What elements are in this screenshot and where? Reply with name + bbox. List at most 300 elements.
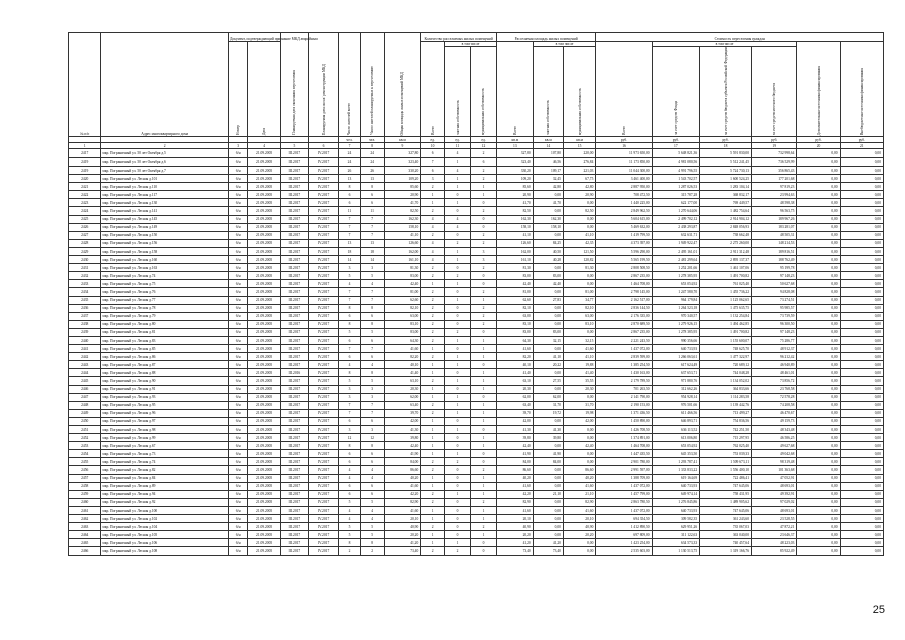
table-cell: 6 xyxy=(360,191,384,199)
table-cell: III.2017 xyxy=(280,498,308,506)
table-cell: 21.09.2005 xyxy=(248,539,280,547)
table-cell: 18 xyxy=(339,247,361,255)
table-cell: 2 836 144,50 xyxy=(596,304,652,312)
table-cell: 1 xyxy=(421,442,445,450)
table-cell: IV.2017 xyxy=(308,490,338,498)
column-number-cell: 12 xyxy=(470,143,496,149)
table-cell: 0,00 xyxy=(563,393,595,401)
table-cell: 2450 xyxy=(69,417,101,425)
table-cell: III.2017 xyxy=(280,523,308,531)
table-cell: 42,00 xyxy=(384,417,421,425)
table-cell: 0 xyxy=(445,304,471,312)
table-cell: 2448 xyxy=(69,401,101,409)
table-cell: 27,83 xyxy=(533,296,563,304)
table-cell: 2 141 790,00 xyxy=(596,393,652,401)
table-cell: б/н xyxy=(228,239,247,247)
table-row xyxy=(69,490,884,498)
table-cell: 1 xyxy=(470,434,496,442)
table-cell: 1 xyxy=(470,482,496,490)
table-cell: 1 437 072,00 xyxy=(596,482,652,490)
table-cell: IV.2017 xyxy=(308,158,338,167)
table-row xyxy=(69,506,884,514)
table-cell: 0,00 xyxy=(797,401,840,409)
table-cell: 2 xyxy=(421,409,445,417)
table-row xyxy=(69,239,884,247)
table-cell: 21.09.2005 xyxy=(248,490,280,498)
table-cell: 5 xyxy=(339,523,361,531)
table-cell: 2 xyxy=(470,149,496,158)
table-cell: 1 xyxy=(470,336,496,344)
address-cell: мкр. Пограничный ул. Лесная д.163 xyxy=(101,264,229,272)
table-cell: 0,00 xyxy=(563,223,595,231)
table-cell: 161,10 xyxy=(496,256,533,264)
table-cell: 0,00 xyxy=(533,442,563,450)
table-row xyxy=(69,442,884,450)
table-cell: 3 xyxy=(421,175,445,183)
table-cell: 11 xyxy=(339,207,361,215)
table-cell: 2 xyxy=(421,320,445,328)
table-cell: III.2017 xyxy=(280,434,308,442)
table-cell: 2 991 597,00 xyxy=(596,466,652,474)
table-cell: 41,60 xyxy=(563,482,595,490)
table-cell: 2 xyxy=(421,523,445,531)
table-cell: 0,00 xyxy=(797,280,840,288)
table-cell: 1 xyxy=(421,434,445,442)
table-cell: 41,10 xyxy=(563,353,595,361)
table-cell: 2 849 962,50 xyxy=(596,207,652,215)
table-cell: 40,20 xyxy=(384,474,421,482)
table-cell: 2 xyxy=(421,312,445,320)
table-cell: 95 199,78 xyxy=(752,264,797,272)
table-cell: 8 xyxy=(360,369,384,377)
table-cell: 49 042,68 xyxy=(752,450,797,458)
table-cell: 0,00 xyxy=(797,239,840,247)
table-cell: 2 xyxy=(445,239,471,247)
table-cell: IV.2017 xyxy=(308,426,338,434)
table-cell: 0,00 xyxy=(840,280,883,288)
table-cell: IV.2017 xyxy=(308,280,338,288)
address-cell: мкр. Пограничный ул. Лесная д.141 xyxy=(101,207,229,215)
table-cell: 6 xyxy=(339,417,361,425)
table-cell: 0,00 xyxy=(797,458,840,466)
unit-cell: руб. xyxy=(596,137,652,143)
table-cell: 5 565 199,50 xyxy=(596,256,652,264)
table-cell: 2429 xyxy=(69,247,101,255)
table-cell: 1 279 926,15 xyxy=(652,320,700,328)
table-cell: 13 xyxy=(339,239,361,247)
table-cell: IV.2017 xyxy=(308,256,338,264)
table-cell: 49 159,73 xyxy=(752,417,797,425)
table-cell: 4 xyxy=(445,215,471,223)
table-cell: 0,00 xyxy=(840,158,883,167)
table-row xyxy=(69,167,884,175)
table-cell: 327,80 xyxy=(384,149,421,158)
table-cell: 4 xyxy=(360,466,384,474)
table-cell: 1 130 513,75 xyxy=(652,547,700,555)
table-cell: 738 662,48 xyxy=(700,231,752,239)
table-cell: 2 xyxy=(421,547,445,555)
table-cell: 97 148,23 xyxy=(752,272,797,280)
header-cost-fund: за счет средств Фонда xyxy=(673,101,678,136)
table-cell: 8 xyxy=(360,442,384,450)
table-cell: 0 xyxy=(445,231,471,239)
table-cell: 73 274,51 xyxy=(752,296,797,304)
column-number-cell: 8 xyxy=(360,143,384,149)
table-cell: 6 xyxy=(339,199,361,207)
table-cell: 40,10 xyxy=(384,361,421,369)
table-cell: 21.09.2005 xyxy=(248,312,280,320)
table-cell: 2 438 293,87 xyxy=(652,223,700,231)
table-cell: III.2017 xyxy=(280,466,308,474)
table-cell: 7 xyxy=(339,401,361,409)
table-cell: б/н xyxy=(228,506,247,514)
table-row xyxy=(69,158,884,167)
table-cell: IV.2017 xyxy=(308,231,338,239)
table-cell: 21.09.2005 xyxy=(248,531,280,539)
table-cell: 0 xyxy=(445,345,471,353)
header-residents-total: Число жителей всего xyxy=(347,102,352,136)
table-cell: 1 600 524,25 xyxy=(700,175,752,183)
table-cell: 63,40 xyxy=(496,401,533,409)
table-cell: III.2017 xyxy=(280,288,308,296)
table-cell: 41,30 xyxy=(533,426,563,434)
table-row xyxy=(69,369,884,377)
table-cell: 0,00 xyxy=(797,539,840,547)
table-cell: 6 xyxy=(360,312,384,320)
table-cell: IV.2017 xyxy=(308,369,338,377)
address-cell: мкр. Пограничный ул. Лесная д.97 xyxy=(101,417,229,425)
table-cell: 0,00 xyxy=(533,515,563,523)
table-cell: 1 139 442,76 xyxy=(700,401,752,409)
address-cell: мкр. Пограничный ул. 50 лет Октября д.5 xyxy=(101,149,229,158)
table-cell: 46 940,89 xyxy=(752,361,797,369)
table-cell: 177 201,68 xyxy=(752,175,797,183)
table-cell: 1 xyxy=(445,199,471,207)
table-cell: IV.2017 xyxy=(308,312,338,320)
address-cell: мкр. Пограничный ул. Лесная д.85 xyxy=(101,345,229,353)
table-cell: 2449 xyxy=(69,409,101,417)
table-cell: 0 xyxy=(445,515,471,523)
table-row xyxy=(69,401,884,409)
table-cell: 41,70 xyxy=(533,199,563,207)
table-cell: б/н xyxy=(228,369,247,377)
table-cell: 0 xyxy=(470,215,496,223)
table-cell: IV.2017 xyxy=(308,482,338,490)
table-cell: 740 457,64 xyxy=(700,539,752,547)
table-cell: б/н xyxy=(228,482,247,490)
table-cell: 0,00 xyxy=(797,215,840,223)
table-cell: 4 xyxy=(421,256,445,264)
table-cell: 0,00 xyxy=(840,312,883,320)
table-cell: 5 xyxy=(360,523,384,531)
table-cell: III.2017 xyxy=(280,272,308,280)
table-cell: 21.09.2005 xyxy=(248,175,280,183)
table-cell: 21.09.2005 xyxy=(248,417,280,425)
table-cell: 41,10 xyxy=(563,231,595,239)
table-cell: 1 333 833,22 xyxy=(652,466,700,474)
table-cell: 276,84 xyxy=(563,158,595,167)
table-cell: 96 300,50 xyxy=(752,320,797,328)
table-cell: 0,00 xyxy=(840,149,883,158)
table-cell: 697 809,00 xyxy=(596,531,652,539)
table-cell: III.2017 xyxy=(280,458,308,466)
table-cell: 2453 xyxy=(69,442,101,450)
table-cell: 7 xyxy=(339,288,361,296)
table-cell: 312 662,26 xyxy=(652,385,700,393)
table-cell: III.2017 xyxy=(280,442,308,450)
table-cell: 0,00 xyxy=(533,369,563,377)
table-row xyxy=(69,426,884,434)
table-cell: 109,20 xyxy=(384,175,421,183)
table-cell: 0,00 xyxy=(840,167,883,175)
table-cell: 26 xyxy=(339,167,361,175)
table-cell: 0,00 xyxy=(533,288,563,296)
table-cell: 8 xyxy=(360,539,384,547)
table-cell: 73,40 xyxy=(533,547,563,555)
table-cell: 1 xyxy=(470,191,496,199)
table-cell: 0,00 xyxy=(840,458,883,466)
table-cell: 188 762,49 xyxy=(752,256,797,264)
table-cell: III.2017 xyxy=(280,353,308,361)
table-cell: 2464 xyxy=(69,531,101,539)
table-cell: IV.2017 xyxy=(308,393,338,401)
table-cell: 41,30 xyxy=(384,426,421,434)
table-cell: 713 499,27 xyxy=(700,409,752,417)
table-cell: 2456 xyxy=(69,466,101,474)
table-cell: 82,90 xyxy=(496,498,533,506)
table-cell: 24 xyxy=(360,149,384,158)
table-cell: 63,00 xyxy=(384,312,421,320)
table-cell: 6 xyxy=(360,353,384,361)
table-cell: 0 xyxy=(445,191,471,199)
table-cell: 619 164,69 xyxy=(652,474,700,482)
table-cell: 20,30 xyxy=(563,385,595,393)
table-cell: 2459 xyxy=(69,490,101,498)
header-planned-demolition: Планируемая дата сноса/ реконструкции МКД xyxy=(321,63,326,136)
address-cell: мкр. Пограничный ул. Лесная д.67 xyxy=(101,442,229,450)
table-cell: III.2017 xyxy=(280,385,308,393)
table-cell: 21.09.2005 xyxy=(248,361,280,369)
table-cell: 41,60 xyxy=(496,482,533,490)
header-col-num: № п/п xyxy=(69,33,101,137)
table-cell: 970 340,57 xyxy=(652,312,700,320)
table-cell: 1 xyxy=(445,175,471,183)
table-cell: 6 xyxy=(339,312,361,320)
table-cell: 1 xyxy=(445,183,471,191)
table-cell: 2425 xyxy=(69,215,101,223)
table-cell: 4 xyxy=(445,223,471,231)
table-cell: 2417 xyxy=(69,149,101,158)
table-cell: 82,20 xyxy=(496,353,533,361)
table-cell: 4 xyxy=(421,223,445,231)
table-cell: б/н xyxy=(228,158,247,167)
table-cell: 83,10 xyxy=(496,320,533,328)
table-cell: 0,00 xyxy=(797,256,840,264)
table-cell: 1 xyxy=(445,490,471,498)
table-cell: 12 xyxy=(339,434,361,442)
table-cell: 2 xyxy=(445,328,471,336)
table-cell: III.2017 xyxy=(280,393,308,401)
table-cell: 5 xyxy=(360,328,384,336)
table-cell: 5 xyxy=(360,377,384,385)
table-row xyxy=(69,191,884,199)
table-cell: 2 870 689,50 xyxy=(596,320,652,328)
table-cell: 42,80 xyxy=(563,183,595,191)
table-cell: 7 xyxy=(360,223,384,231)
table-cell: 82,10 xyxy=(563,304,595,312)
table-row xyxy=(69,272,884,280)
table-cell: IV.2017 xyxy=(308,361,338,369)
table-cell: 101 363,68 xyxy=(752,466,797,474)
header-area-incl: в том числе xyxy=(533,42,596,47)
table-cell: 7 xyxy=(421,158,445,167)
table-cell: 0,00 xyxy=(533,523,563,531)
table-cell: 6 xyxy=(339,450,361,458)
address-cell: мкр. Пограничный ул. Лесная д.106 xyxy=(101,539,229,547)
table-cell: 0,00 xyxy=(533,506,563,514)
table-cell: 1 278 385,95 xyxy=(652,272,700,280)
table-cell: 0,00 xyxy=(840,353,883,361)
table-cell: IV.2017 xyxy=(308,401,338,409)
table-cell: 13 xyxy=(360,239,384,247)
table-cell: 636 113,52 xyxy=(652,426,700,434)
header-doc-number: Номер xyxy=(236,125,241,136)
table-cell: б/н xyxy=(228,498,247,506)
table-cell: 0 xyxy=(445,466,471,474)
table-cell: 0,00 xyxy=(840,336,883,344)
table-cell: 73,40 xyxy=(384,547,421,555)
table-cell: 14 xyxy=(339,256,361,264)
address-cell: мкр. Пограничный ул. Лесная д.77 xyxy=(101,296,229,304)
table-row xyxy=(69,256,884,264)
table-cell: 6 xyxy=(339,336,361,344)
table-cell: 1 155 600,07 xyxy=(700,336,752,344)
table-cell: 158,10 xyxy=(384,223,421,231)
column-number-cell: 11 xyxy=(445,143,471,149)
table-cell: 0 xyxy=(445,207,471,215)
table-cell: 19,72 xyxy=(533,409,563,417)
table-cell: 20,30 xyxy=(384,385,421,393)
table-cell: 21.09.2005 xyxy=(248,158,280,167)
table-cell: 2 xyxy=(470,498,496,506)
table-cell: 1 252 201,66 xyxy=(652,264,700,272)
table-cell: 2 xyxy=(421,183,445,191)
table-cell: 2426 xyxy=(69,223,101,231)
table-cell: 5 xyxy=(339,328,361,336)
table-cell: 158,10 xyxy=(533,223,563,231)
table-cell: 7 xyxy=(339,345,361,353)
table-cell: 2433 xyxy=(69,280,101,288)
column-number-cell: 3 xyxy=(228,143,247,149)
table-cell: 0 xyxy=(445,385,471,393)
table-cell: IV.2017 xyxy=(308,385,338,393)
table-row xyxy=(69,328,884,336)
table-cell: 2440 xyxy=(69,336,101,344)
table-cell: III.2017 xyxy=(280,328,308,336)
table-cell: 0,00 xyxy=(797,450,840,458)
table-cell: 0,00 xyxy=(797,426,840,434)
table-cell: 0,00 xyxy=(797,515,840,523)
table-cell: 20,20 xyxy=(384,531,421,539)
table-cell: 24 xyxy=(339,158,361,167)
table-cell: 1 426 708,50 xyxy=(596,426,652,434)
table-cell: 4 xyxy=(421,215,445,223)
table-cell: 1 xyxy=(470,474,496,482)
table-cell: 21.09.2005 xyxy=(248,523,280,531)
table-cell: IV.2017 xyxy=(308,434,338,442)
table-cell: 0,00 xyxy=(797,498,840,506)
address-cell: мкр. Пограничный ул. Лесная д.74 xyxy=(101,458,229,466)
table-cell: IV.2017 xyxy=(308,288,338,296)
table-cell: 0,00 xyxy=(840,361,883,369)
table-cell: 1 xyxy=(445,393,471,401)
table-cell: 694 354,50 xyxy=(596,515,652,523)
table-cell: 18 xyxy=(360,247,384,255)
table-cell: 0,00 xyxy=(797,312,840,320)
table-cell: 21.09.2005 xyxy=(248,280,280,288)
header-area-all: Всего xyxy=(512,126,517,136)
table-cell: IV.2017 xyxy=(308,191,338,199)
table-cell: 6 xyxy=(360,417,384,425)
table-cell: 2 xyxy=(445,458,471,466)
table-cell: 21.09.2005 xyxy=(248,434,280,442)
table-cell: 40,90 xyxy=(496,523,533,531)
address-cell: мкр. Пограничный ул. Лесная д.156 xyxy=(101,239,229,247)
table-cell: 7 xyxy=(339,223,361,231)
table-cell: 3 xyxy=(470,247,496,255)
table-cell: 0,00 xyxy=(533,231,563,239)
table-cell: 1 461 107,06 xyxy=(700,264,752,272)
table-cell: 1 xyxy=(421,474,445,482)
table-cell: 1 xyxy=(470,183,496,191)
table-cell: 39,80 xyxy=(384,434,421,442)
table-cell: 40,28 xyxy=(533,256,563,264)
register-sheet xyxy=(68,32,884,556)
table-cell: 41,30 xyxy=(496,426,533,434)
table-cell: 632 631,71 xyxy=(652,231,700,239)
table-cell: 753 039,33 xyxy=(700,450,752,458)
table-cell: 0 xyxy=(470,547,496,555)
unit-cell: ед. xyxy=(445,137,471,143)
table-cell: б/н xyxy=(228,247,247,255)
table-cell: 5 596 290,00 xyxy=(596,247,652,255)
table-cell: 0 xyxy=(445,417,471,425)
table-cell: 21.09.2005 xyxy=(248,207,280,215)
table-cell: 2443 xyxy=(69,361,101,369)
table-cell: 0,00 xyxy=(797,296,840,304)
table-cell: IV.2017 xyxy=(308,167,338,175)
table-cell: 6 xyxy=(360,482,384,490)
table-cell: 8 xyxy=(360,183,384,191)
table-cell: 0,00 xyxy=(533,304,563,312)
table-cell: 7 xyxy=(339,231,361,239)
table-cell: 0,00 xyxy=(840,393,883,401)
header-cost-extra: Дополнительные источники финансирования xyxy=(816,65,821,136)
table-cell: 0,00 xyxy=(797,199,840,207)
table-cell: 7 xyxy=(360,288,384,296)
table-cell: 8 xyxy=(339,183,361,191)
table-cell: 20,20 xyxy=(496,531,533,539)
table-cell: 3 461 400,00 xyxy=(596,175,652,183)
table-cell: 63,40 xyxy=(384,401,421,409)
column-number-cell: 19 xyxy=(752,143,797,149)
table-cell: 0,00 xyxy=(840,183,883,191)
address-cell: мкр. Пограничный ул. Лесная д.145 xyxy=(101,215,229,223)
table-cell: 0 xyxy=(445,320,471,328)
table-cell: 2434 xyxy=(69,288,101,296)
address-cell: мкр. Пограничный ул. Лесная д.150 xyxy=(101,231,229,239)
header-cost-group: Стоимость переселения граждан xyxy=(596,33,884,42)
